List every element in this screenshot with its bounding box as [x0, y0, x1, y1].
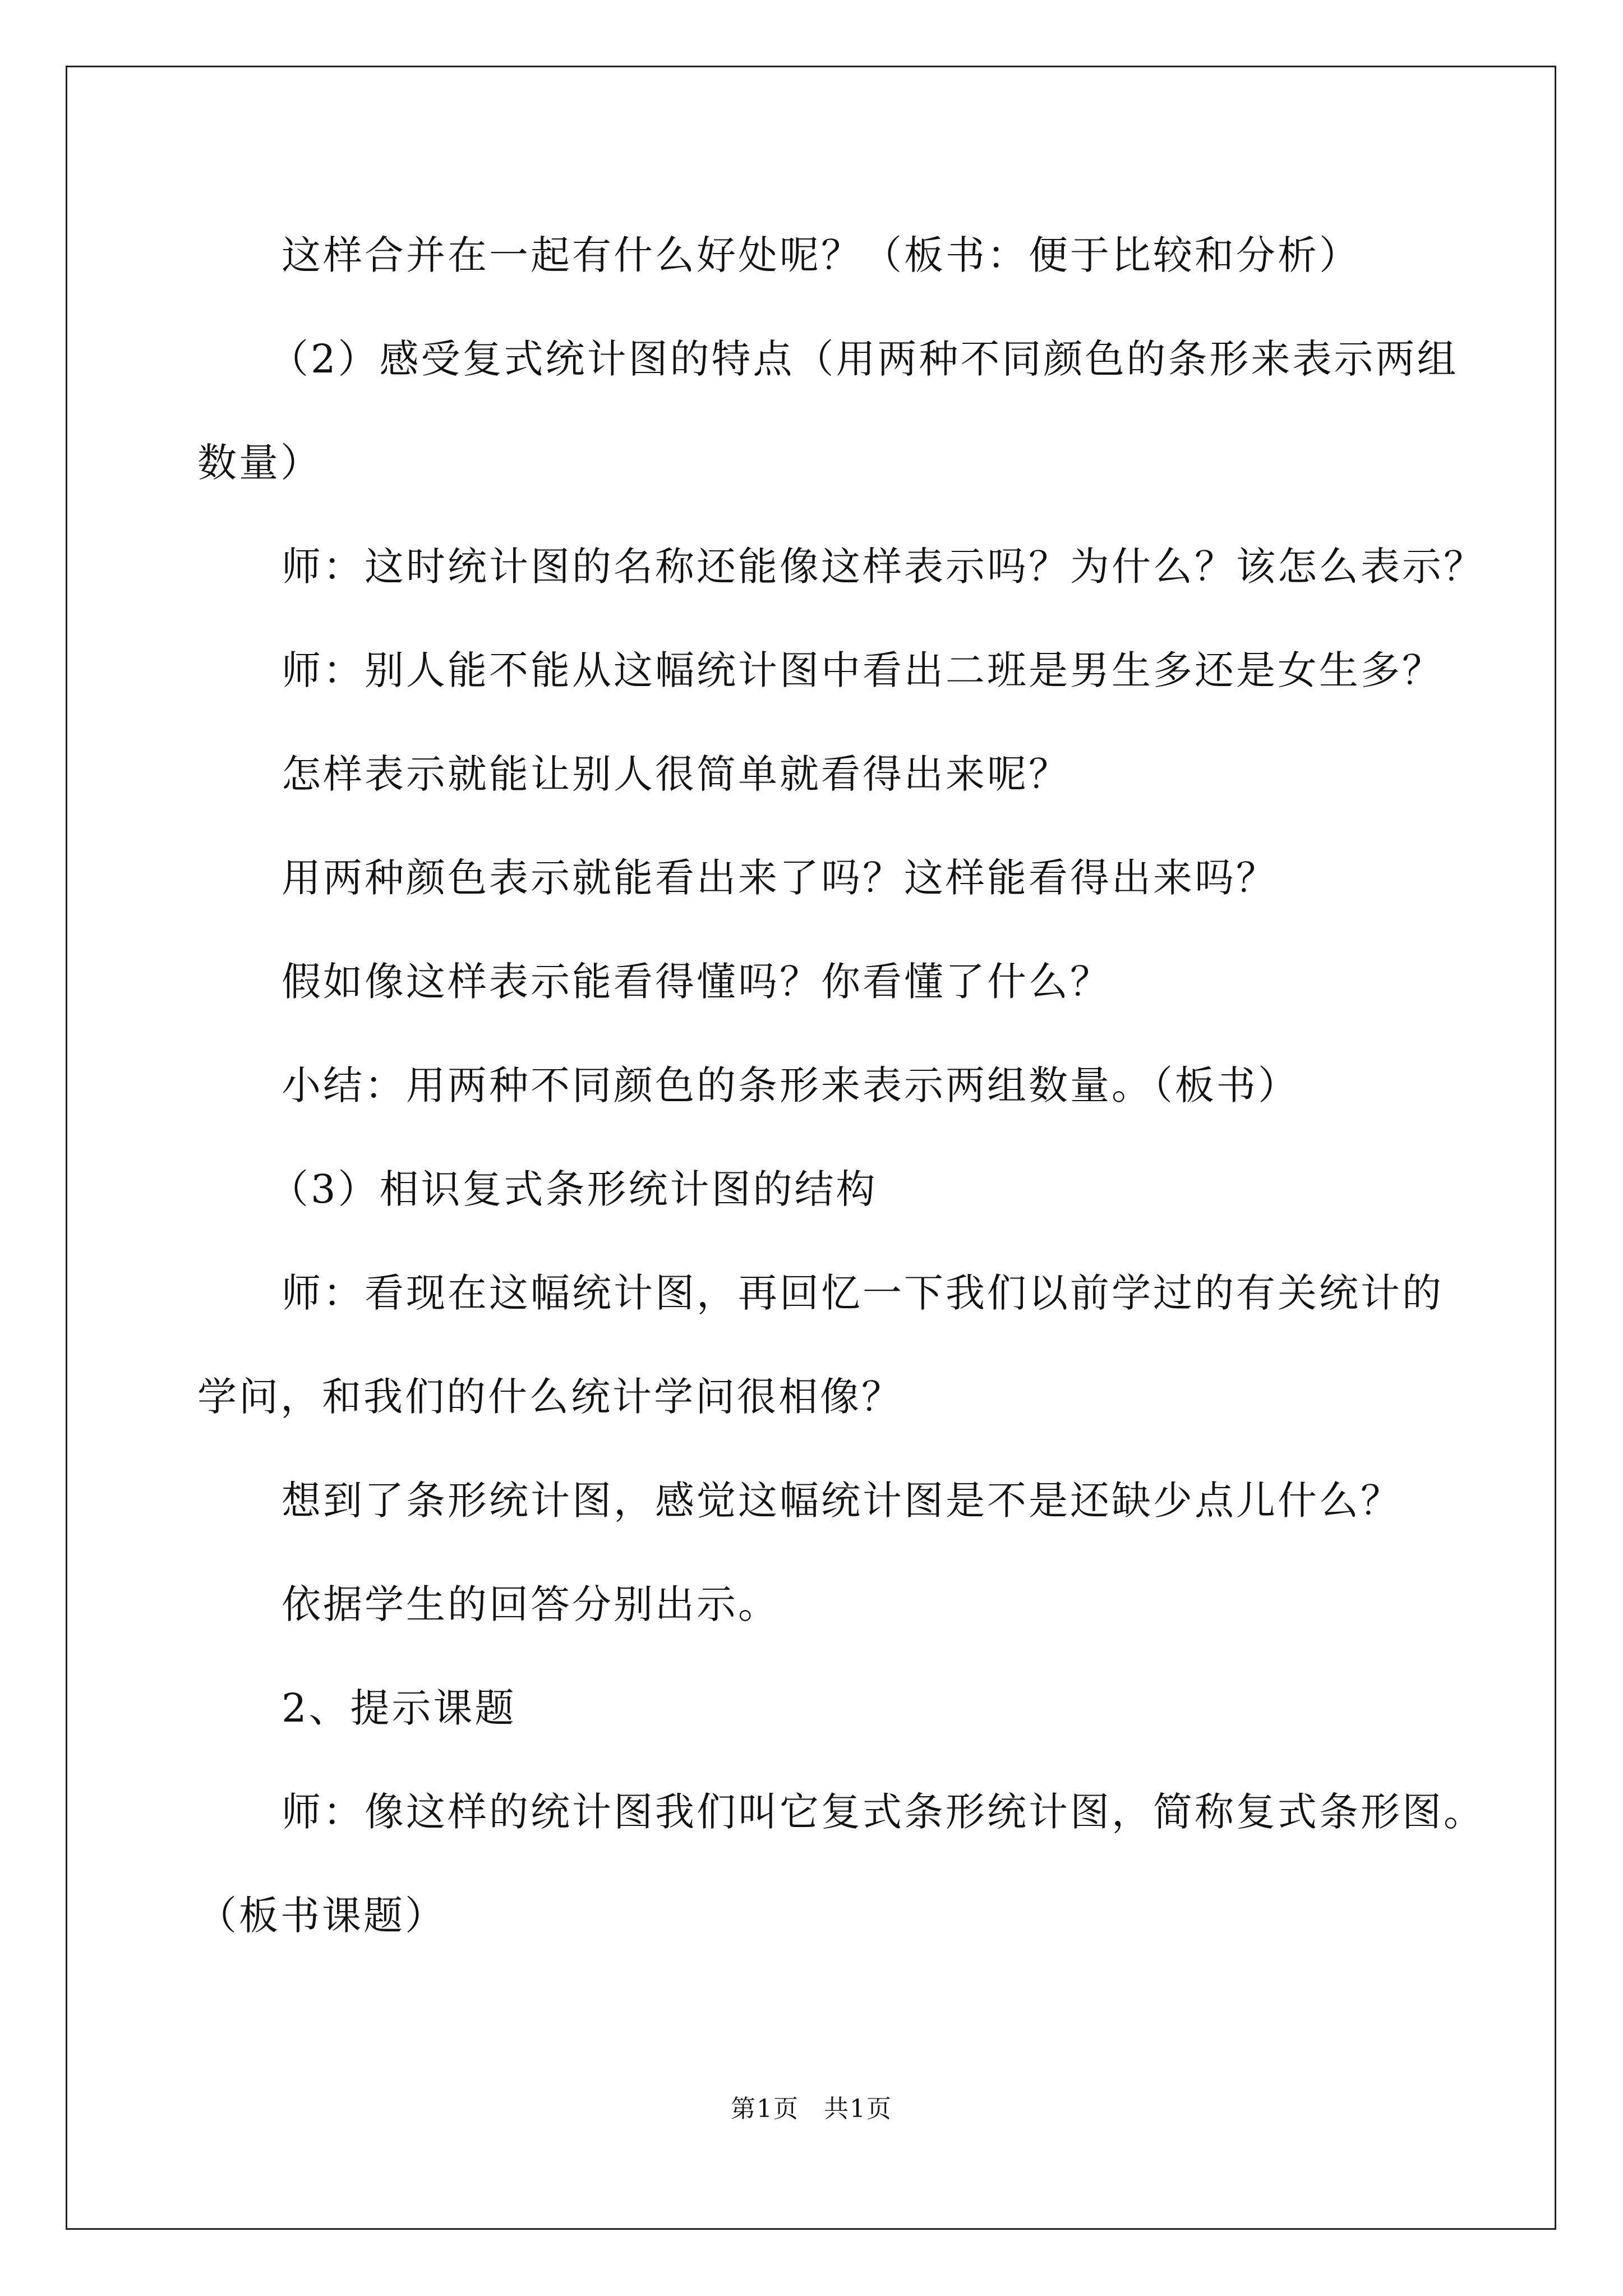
- paragraph-line: 用两种颜色表示就能看出来了吗？这样能看得出来吗？: [282, 855, 1278, 901]
- paragraph-line: 师：这时统计图的名称还能像这样表示吗？为什么？该怎么表示？: [282, 544, 1485, 590]
- paragraph-line: （3）相识复式条形统计图的结构: [269, 1166, 878, 1212]
- paragraph-line: 小结：用两种不同颜色的条形来表示两组数量。（板书）: [282, 1062, 1299, 1108]
- paragraph-line: 依据学生的回答分别出示。: [282, 1581, 780, 1627]
- paragraph-line: 学问，和我们的什么统计学问很相像？: [197, 1374, 903, 1420]
- page-number-total: 共1页: [824, 2095, 892, 2123]
- paragraph-line: 师：别人能不能从这幅统计图中看出二班是男生多还是女生多？: [282, 647, 1444, 693]
- paragraph-line: 怎样表示就能让别人很简单就看得出来呢？: [282, 751, 1070, 797]
- paragraph-line: （板书课题）: [197, 1893, 446, 1939]
- paragraph-line: 2、提示课题: [282, 1685, 517, 1731]
- page-number-current: 第1页: [731, 2095, 799, 2123]
- paragraph-line: 这样合并在一起有什么好处呢？（板书：便于比较和分析）: [282, 232, 1361, 278]
- paragraph-line: 数量）: [197, 440, 322, 486]
- paragraph-line: 师：看现在这幅统计图，再回忆一下我们以前学过的有关统计的: [282, 1270, 1444, 1316]
- paragraph-line: 想到了条形统计图，感觉这幅统计图是不是还缺少点儿什么？: [282, 1478, 1402, 1524]
- paragraph-line: 假如像这样表示能看得懂吗？你看懂了什么？: [282, 959, 1112, 1005]
- page-footer: [0, 2093, 1623, 2125]
- paragraph-line: 师：像这样的统计图我们叫它复式条形统计图，简称复式条形图。: [282, 1789, 1485, 1835]
- paragraph-line: （2）感受复式统计图的特点（用两种不同颜色的条形来表示两组: [269, 336, 1459, 382]
